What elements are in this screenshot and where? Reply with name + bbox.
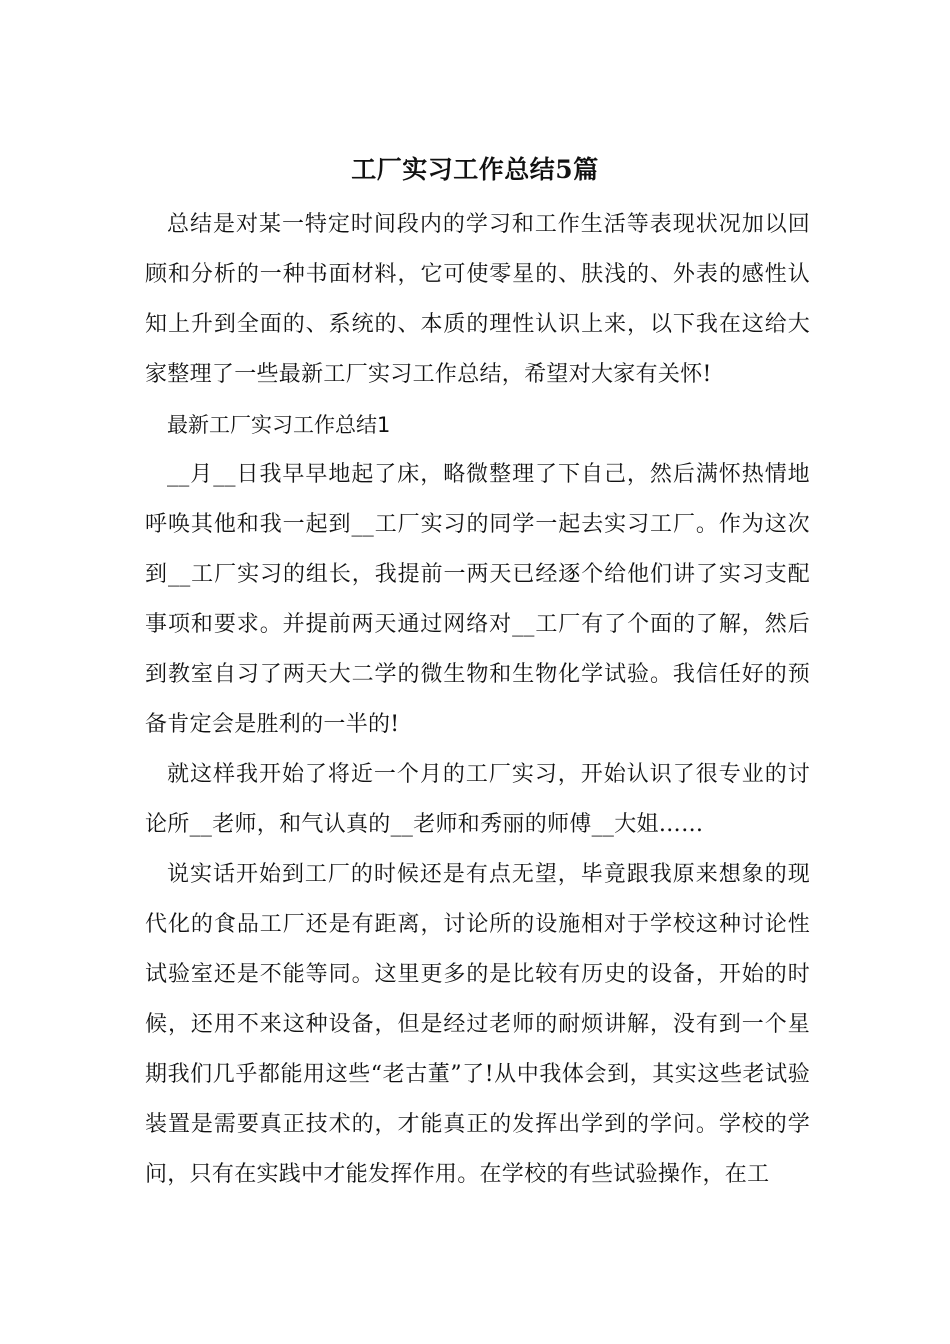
intro-paragraph: 总结是对某一特定时间段内的学习和工作生活等表现状况加以回顾和分析的一种书面材料，它可使零星的、肤浅的、外表的感性认知上升到全面的、系统的、本质的理性认识上来，以下我在这给大家整理了一些最新工厂实习工作总结，希望对大家有关怀! [145, 212, 810, 387]
section-heading: 最新工厂实习工作总结1 [167, 413, 391, 437]
document-title: 工厂实习工作总结5篇 [351, 155, 599, 184]
body-paragraph-3: 说实话开始到工厂的时候还是有点无望，毕竟跟我原来想象的现代化的食品工厂还是有距离，讨论所的设施相对于学校这种讨论性试验室还是不能等同。这里更多的是比较有历史的设备，开始的时候，还用不来这种设备，但是经过老师的耐烦讲解，没有到一个星期我们几乎都能用这些“老古董”了!从中我体会到，其实这些老试验装置是需要真正技术的，才能真正的发挥出学到的学问。学校的学问，只有在实践中才能发挥作用。在学校的有些试验操作，在工 [145, 862, 810, 1187]
document-body [145, 200, 810, 1200]
body-paragraph-2: 就这样我开始了将近一个月的工厂实习，开始认识了很专业的讨论所__老师，和气认真的__老师和秀丽的师傅__大姐…… [145, 762, 810, 837]
body-paragraph-1: __月__日我早早地起了床，略微整理了下自己，然后满怀热情地呼唤其他和我一起到__工厂实习的同学一起去实习工厂。作为这次到__工厂实习的组长，我提前一两天已经逐个给他们讲了实习支配事项和要求。并提前两天通过网络对__工厂有了个面的了解，然后到教室自习了两天大二学的微生物和生物化学试验。我信任好的预备肯定会是胜利的一半的! [145, 462, 810, 737]
